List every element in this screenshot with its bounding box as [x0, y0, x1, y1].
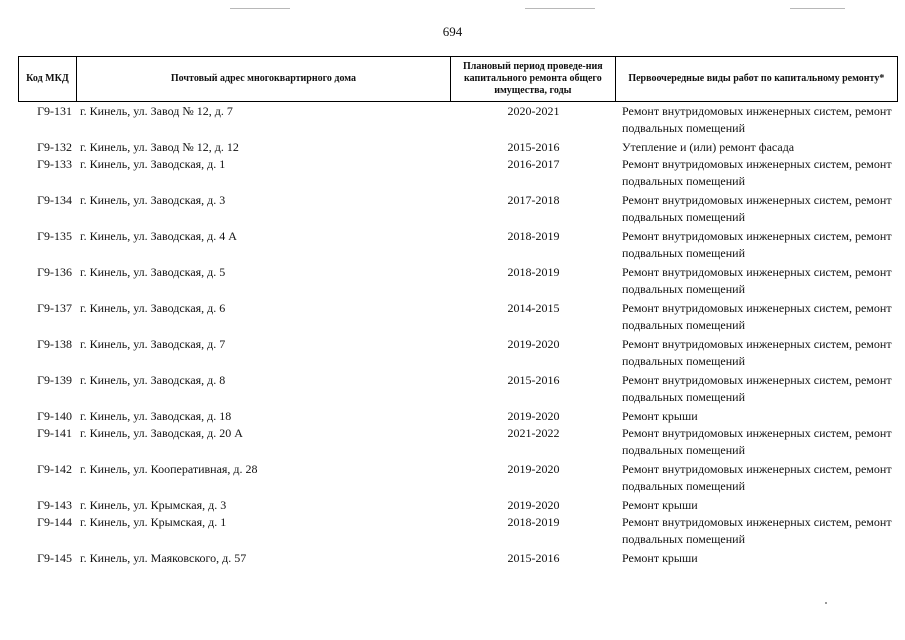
cell-code: Г9-140	[37, 409, 72, 423]
cell-code: Г9-141	[37, 426, 72, 440]
table-row	[18, 550, 898, 567]
cell-address: г. Кинель, ул. Заводская, д. 5	[80, 265, 226, 279]
scan-artifact	[525, 8, 595, 9]
cell-works: Ремонт крыши	[622, 551, 698, 565]
header-code: Код МКД	[19, 57, 77, 101]
cell-period: 2020-2021	[507, 104, 560, 118]
page-number: 694	[442, 24, 463, 39]
cell-period: 2015-2016	[507, 140, 560, 154]
cell-period: 2018-2019	[507, 229, 560, 243]
cell-period: 2017-2018	[507, 193, 560, 207]
cell-code: Г9-145	[37, 551, 72, 565]
cell-code: Г9-136	[37, 265, 72, 279]
cell-address: г. Кинель, ул. Заводская, д. 20 А	[80, 426, 243, 440]
cell-works: Ремонт внутридомовых инженерных систем, ремонт подвальных помещений	[622, 193, 892, 224]
cell-works: Ремонт внутридомовых инженерных систем, ремонт подвальных помещений	[622, 337, 892, 368]
cell-address: г. Кинель, ул. Завод № 12, д. 12	[80, 140, 239, 154]
cell-period: 2021-2022	[507, 426, 560, 440]
cell-address: г. Кинель, ул. Завод № 12, д. 7	[80, 104, 233, 118]
header-works: Первоочередные виды работ по капитальному ремонту*	[628, 73, 885, 84]
cell-works: Ремонт внутридомовых инженерных систем, ремонт подвальных помещений	[622, 373, 892, 404]
table-row	[18, 103, 898, 139]
cell-works: Ремонт внутридомовых инженерных систем, ремонт подвальных помещений	[622, 229, 892, 260]
cell-address: г. Кинель, ул. Крымская, д. 1	[80, 515, 227, 529]
table-row	[18, 514, 898, 550]
scan-artifact	[825, 602, 827, 604]
cell-address: г. Кинель, ул. Крымская, д. 3	[80, 498, 227, 512]
cell-works: Ремонт крыши	[622, 498, 698, 512]
cell-code: Г9-131	[37, 104, 72, 118]
cell-code: Г9-138	[37, 337, 72, 351]
cell-address: г. Кинель, ул. Заводская, д. 1	[80, 157, 226, 171]
table-row	[18, 228, 898, 264]
table-row	[18, 139, 898, 156]
cell-works: Утепление и (или) ремонт фасада	[622, 140, 795, 154]
table-body	[18, 103, 898, 567]
cell-address: г. Кинель, ул. Заводская, д. 18	[80, 409, 232, 423]
cell-period: 2016-2017	[507, 157, 560, 171]
table-row	[18, 300, 898, 336]
cell-period: 2018-2019	[507, 265, 560, 279]
cell-address: г. Кинель, ул. Заводская, д. 3	[80, 193, 226, 207]
cell-period: 2018-2019	[507, 515, 560, 529]
cell-code: Г9-137	[37, 301, 72, 315]
cell-address: г. Кинель, ул. Заводская, д. 7	[80, 337, 226, 351]
cell-address: г. Кинель, ул. Заводская, д. 6	[80, 301, 226, 315]
table-row	[18, 192, 898, 228]
cell-code: Г9-142	[37, 462, 72, 476]
cell-works: Ремонт внутридомовых инженерных систем, ремонт подвальных помещений	[622, 462, 892, 493]
cell-period: 2019-2020	[507, 462, 560, 476]
cell-period: 2019-2020	[507, 409, 560, 423]
cell-period: 2019-2020	[507, 337, 560, 351]
cell-works: Ремонт внутридомовых инженерных систем, ремонт подвальных помещений	[622, 426, 892, 457]
cell-address: г. Кинель, ул. Заводская, д. 4 А	[80, 229, 237, 243]
table-row	[18, 408, 898, 425]
table-row	[18, 264, 898, 300]
cell-works: Ремонт внутридомовых инженерных систем, ремонт подвальных помещений	[622, 265, 892, 296]
header-period: Плановый период проведе-ния капитального ремонта общего имущества, годы	[451, 57, 616, 101]
cell-works: Ремонт крыши	[622, 409, 698, 423]
cell-works: Ремонт внутридомовых инженерных систем, ремонт подвальных помещений	[622, 104, 892, 135]
cell-code: Г9-139	[37, 373, 72, 387]
scan-artifact	[790, 8, 845, 9]
table-row	[18, 336, 898, 372]
scan-artifact	[230, 8, 290, 9]
cell-address: г. Кинель, ул. Заводская, д. 8	[80, 373, 226, 387]
table-header	[18, 56, 898, 102]
cell-code: Г9-132	[37, 140, 72, 154]
table-row	[18, 497, 898, 514]
cell-period: 2015-2016	[507, 551, 560, 565]
cell-code: Г9-144	[37, 515, 72, 529]
cell-works: Ремонт внутридомовых инженерных систем, ремонт подвальных помещений	[622, 157, 892, 188]
cell-address: г. Кинель, ул. Кооперативная, д. 28	[80, 462, 258, 476]
cell-code: Г9-143	[37, 498, 72, 512]
cell-code: Г9-133	[37, 157, 72, 171]
table-row	[18, 372, 898, 408]
cell-period: 2015-2016	[507, 373, 560, 387]
table-row	[18, 461, 898, 497]
cell-address: г. Кинель, ул. Маяковского, д. 57	[80, 551, 247, 565]
table-row	[18, 156, 898, 192]
cell-works: Ремонт внутридомовых инженерных систем, ремонт подвальных помещений	[622, 301, 892, 332]
cell-period: 2014-2015	[507, 301, 560, 315]
cell-code: Г9-135	[37, 229, 72, 243]
table-row	[18, 425, 898, 461]
cell-code: Г9-134	[37, 193, 72, 207]
cell-period: 2019-2020	[507, 498, 560, 512]
header-address: Почтовый адрес многоквартирного дома	[77, 57, 451, 101]
cell-works: Ремонт внутридомовых инженерных систем, ремонт подвальных помещений	[622, 515, 892, 546]
